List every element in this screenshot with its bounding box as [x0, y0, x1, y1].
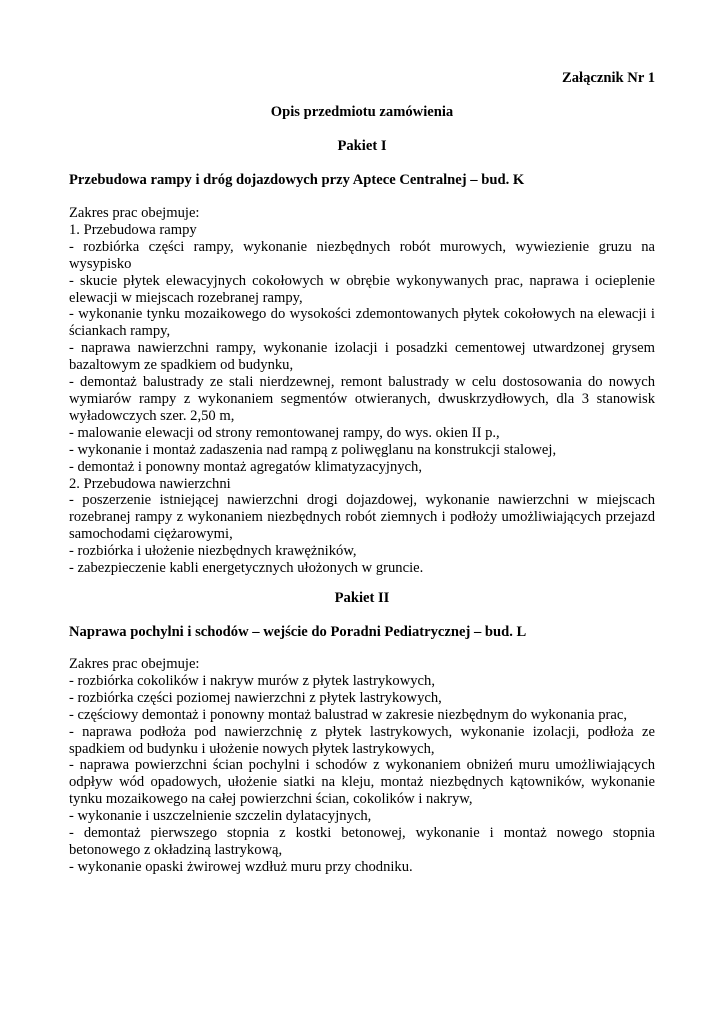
list-item: - malowanie elewacji od strony remontowanej rampy, do wys. okien II p.,: [69, 424, 500, 441]
section-title: 2. Przebudowa nawierzchni: [69, 475, 231, 492]
list-item: - rozbiórka części poziomej nawierzchni z płytek lastrykowych,: [69, 689, 442, 706]
list-item: - wykonanie i uszczelnienie szczelin dylatacyjnych,: [69, 808, 372, 825]
list-item: - poszerzenie istniejącej nawierzchni drogi dojazdowej, wykonanie nawierzchni w miejscach rozebranej rampy z wykonaniem niezbędnych robót ziemnych i podłoży umożliwiających przejazd samochodami ciężarowymi,: [69, 492, 655, 543]
scope-intro: Zakres prac obejmuje:: [69, 205, 200, 221]
package-2-scope: [69, 656, 655, 876]
list-item: - zabezpieczenie kabli energetycznych ułożonych w gruncie.: [69, 560, 424, 577]
package-2-heading: Naprawa pochylni i schodów – wejście do Poradni Pediatrycznej – bud. L: [69, 624, 527, 640]
list-item: - skucie płytek elewacyjnych cokołowych w obrębie wykonywanych prac, naprawa i ocieplenie elewacji w miejscach rozebranej rampy,: [69, 272, 655, 306]
document-page: [69, 0, 655, 1024]
list-item: - demontaż balustrady ze stali nierdzewnej, remont balustrady w celu dostosowania do nowych wymiarów rampy z wykonaniem segmentów otwieranych, dwuskrzydłowych, dla 3 stanowisk wyładowczych szer. 2,50 m,: [69, 374, 655, 424]
package-2-label: Pakiet II: [334, 590, 390, 606]
list-item: - częściowy demontaż i ponowny montaż balustrad w zakresie niezbędnym do wykonania prac,: [69, 706, 628, 723]
list-item: - wykonanie opaski żwirowej wzdłuż muru przy chodniku.: [69, 858, 413, 875]
scope-intro: Zakres prac obejmuje:: [69, 656, 200, 672]
package-1-scope: [69, 205, 655, 577]
list-item: - rozbiórka części rampy, wykonanie niezbędnych robót murowych, wywiezienie gruzu na wysypisko: [69, 238, 655, 272]
package-1-label: Pakiet I: [337, 138, 387, 154]
list-item: - wykonanie i montaż zadaszenia nad rampą z poliwęglanu na konstrukcji stalowej,: [69, 441, 557, 458]
package-1-heading: Przebudowa rampy i dróg dojazdowych przy Aptece Centralnej – bud. K: [69, 172, 525, 188]
list-item: - demontaż i ponowny montaż agregatów klimatyzacyjnych,: [69, 458, 422, 475]
list-item: - naprawa podłoża pod nawierzchnię z płytek lastrykowych, wykonanie izolacji, podłoża ze spadkiem od budynku i ułożenie nowych płytek lastrykowych,: [69, 723, 655, 757]
section-title: 1. Przebudowa rampy: [69, 221, 197, 238]
list-item: - rozbiórka i ułożenie niezbędnych krawężników,: [69, 543, 357, 560]
list-item: - naprawa powierzchni ścian pochylni i schodów z wykonaniem obniżeń muru umożliwiających odpływ wód opadowych, ułożenie siatki na kleju, montaż niezbędnych kątowników, wykonanie tynku mozaikowego na całej powierzchni ścian, cokolików i nakryw,: [69, 757, 655, 808]
document-title: Opis przedmiotu zamówienia: [270, 104, 454, 120]
list-item: - wykonanie tynku mozaikowego do wysokości zdemontowanych płytek cokołowych na elewacji i ściankach rampy,: [69, 306, 655, 340]
annex-label: Załącznik Nr 1: [562, 70, 655, 86]
list-item: - rozbiórka cokolików i nakryw murów z płytek lastrykowych,: [69, 672, 435, 689]
list-item: - naprawa nawierzchni rampy, wykonanie izolacji i posadzki cementowej utwardzonej grysem bazaltowym ze spadkiem od budynku,: [69, 340, 655, 374]
list-item: - demontaż pierwszego stopnia z kostki betonowej, wykonanie i montaż nowego stopnia betonowego z okładziną lastrykową,: [69, 825, 655, 858]
